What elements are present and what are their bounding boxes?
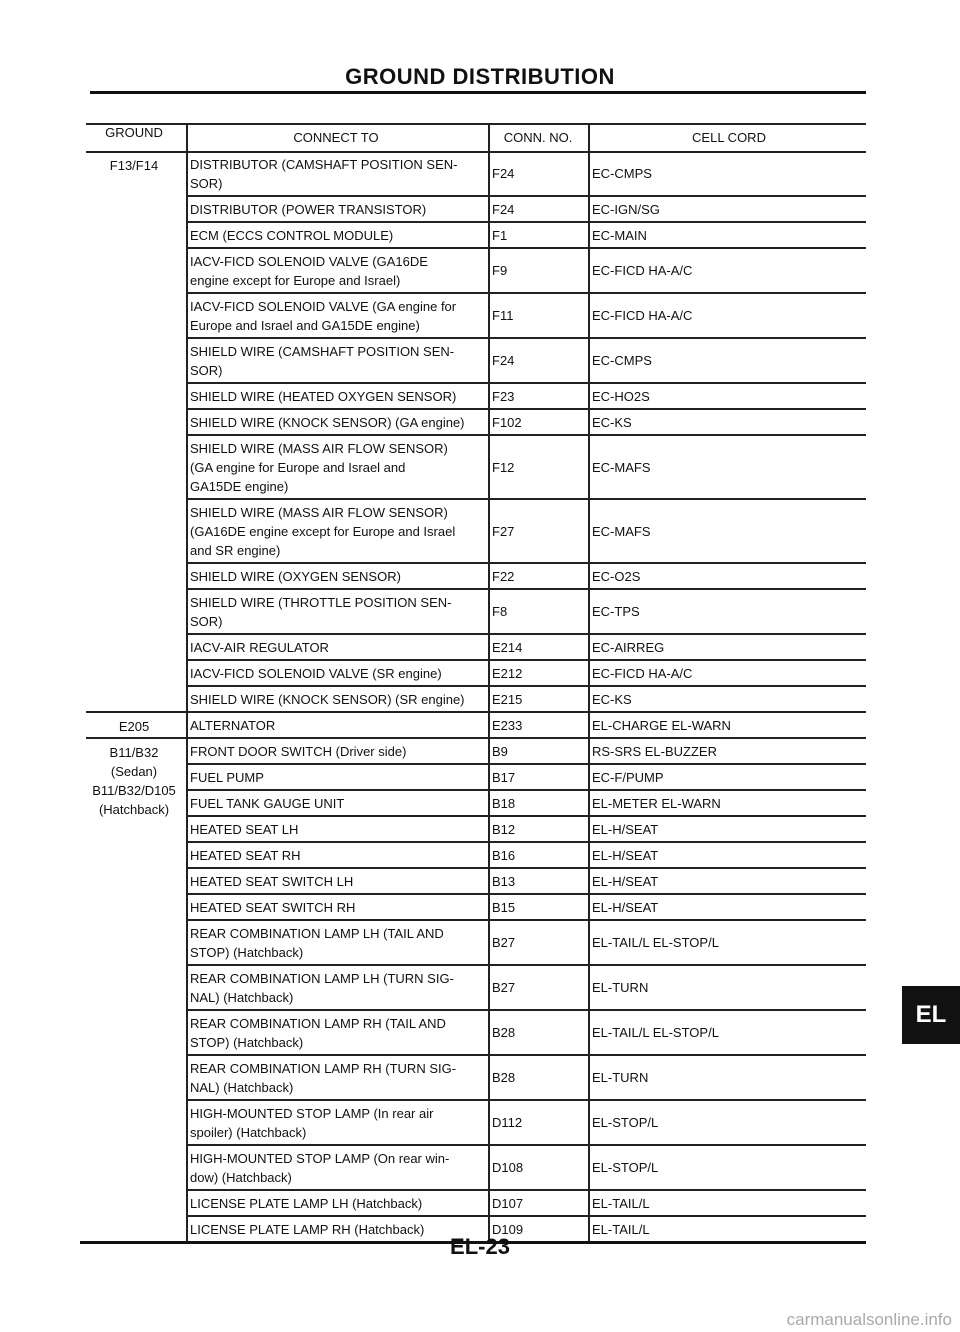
conn-no-cell: F1 bbox=[492, 227, 508, 243]
conn-no-cell: B12 bbox=[492, 821, 516, 837]
conn-no-cell: B27 bbox=[492, 980, 516, 995]
connect-to-cell: DISTRIBUTOR (CAMSHAFT POSITION SEN- SOR) bbox=[190, 156, 458, 191]
conn-no-cell: F11 bbox=[492, 308, 514, 323]
cell-code-cell: EC-TPS bbox=[592, 604, 640, 619]
table-row bbox=[86, 965, 866, 1010]
connect-to-cell: SHIELD WIRE (KNOCK SENSOR) (SR engine) bbox=[190, 691, 465, 707]
cell-code-cell: EL-TURN bbox=[592, 1070, 649, 1085]
connect-to-cell: LICENSE PLATE LAMP LH (Hatchback) bbox=[190, 1195, 423, 1211]
ground-cell: E205 bbox=[118, 719, 150, 734]
cell-code-cell: EC-AIRREG bbox=[592, 639, 665, 655]
conn-no-cell: B17 bbox=[492, 769, 516, 785]
conn-no-cell: D109 bbox=[492, 1221, 524, 1237]
table-row bbox=[86, 842, 866, 868]
table-row bbox=[86, 499, 866, 563]
table-row bbox=[86, 1055, 866, 1100]
cell-code-cell: EL-TAIL/L EL-STOP/L bbox=[592, 935, 719, 950]
cell-code-cell: EC-KS bbox=[592, 691, 632, 707]
table-row bbox=[86, 435, 866, 499]
table-row bbox=[86, 248, 866, 293]
connect-to-cell: ECM (ECCS CONTROL MODULE) bbox=[190, 227, 394, 243]
table-row bbox=[86, 293, 866, 338]
cell-code-cell: EC-MAFS bbox=[592, 459, 651, 475]
conn-no-cell: F24 bbox=[492, 201, 515, 217]
cell-code-cell: EL-H/SEAT bbox=[592, 873, 659, 889]
cell-code-cell: RS-SRS EL-BUZZER bbox=[592, 743, 717, 759]
cell-code-cell: EC-IGN/SG bbox=[592, 201, 660, 217]
cell-code-cell: EL-H/SEAT bbox=[592, 899, 659, 915]
header-cell: CELL CORD bbox=[692, 129, 766, 145]
table-row bbox=[86, 660, 866, 686]
conn-no-cell: F12 bbox=[492, 459, 515, 475]
table-row bbox=[86, 589, 866, 634]
table-row bbox=[86, 738, 866, 764]
cell-code-cell: EC-CMPS bbox=[592, 353, 652, 368]
connect-to-cell: HIGH-MOUNTED STOP LAMP (On rear win- dow) (Hatchback) bbox=[190, 1150, 450, 1185]
conn-no-cell: E215 bbox=[492, 691, 523, 707]
connect-to-cell: REAR COMBINATION LAMP LH (TAIL AND STOP) (Hatchback) bbox=[190, 925, 444, 960]
connect-to-cell: IACV-AIR REGULATOR bbox=[190, 639, 329, 655]
cell-code-cell: EL-METER EL-WARN bbox=[592, 795, 721, 811]
cell-code-cell: EL-CHARGE EL-WARN bbox=[592, 717, 731, 733]
connect-to-cell: FUEL TANK GAUGE UNIT bbox=[190, 795, 345, 811]
table-row bbox=[86, 686, 866, 712]
header-cell: CONN. NO. bbox=[503, 129, 573, 145]
connect-to-cell: DISTRIBUTOR (POWER TRANSISTOR) bbox=[190, 201, 427, 217]
connect-to-cell: HEATED SEAT SWITCH LH bbox=[190, 873, 354, 889]
table-row bbox=[86, 338, 866, 383]
header-cell: CONNECT TO bbox=[293, 129, 379, 145]
conn-no-cell: B27 bbox=[492, 935, 516, 950]
cell-code-cell: EL-H/SEAT bbox=[592, 821, 659, 837]
cell-code-cell: EC-MAFS bbox=[592, 523, 651, 539]
conn-no-cell: E212 bbox=[492, 665, 523, 681]
cell-code-cell: EC-FICD HA-A/C bbox=[592, 263, 693, 278]
table-row bbox=[86, 868, 866, 894]
cell-code-cell: EL-TURN bbox=[592, 980, 649, 995]
cell-code-cell: EL-STOP/L bbox=[592, 1115, 659, 1130]
connect-to-cell: IACV-FICD SOLENOID VALVE (GA engine for Europe and Israel and GA15DE engine) bbox=[190, 298, 457, 333]
connect-to-cell: HEATED SEAT SWITCH RH bbox=[190, 899, 356, 915]
ground-cell: F13/F14 bbox=[109, 158, 159, 173]
conn-no-cell: D108 bbox=[492, 1160, 524, 1175]
watermark: carmanualsonline.info bbox=[786, 1310, 952, 1329]
connect-to-cell: REAR COMBINATION LAMP RH (TAIL AND STOP) (Hatchback) bbox=[190, 1015, 446, 1050]
connect-to-cell: SHIELD WIRE (CAMSHAFT POSITION SEN- SOR) bbox=[190, 343, 455, 378]
title-rule bbox=[90, 91, 866, 94]
connect-to-cell: FUEL PUMP bbox=[190, 769, 264, 785]
conn-no-cell: F24 bbox=[492, 353, 515, 368]
cell-code-cell: EL-STOP/L bbox=[592, 1160, 659, 1175]
table-row bbox=[86, 712, 866, 738]
cell-code-cell: EC-KS bbox=[592, 414, 632, 430]
connect-to-cell: SHIELD WIRE (MASS AIR FLOW SENSOR) (GA16DE engine except for Europe and Israel and SR engine) bbox=[190, 504, 456, 558]
table-row bbox=[86, 1100, 866, 1145]
conn-no-cell: F23 bbox=[492, 388, 515, 404]
column-divider bbox=[186, 123, 188, 1242]
table-row bbox=[86, 634, 866, 660]
column-divider bbox=[588, 123, 590, 1242]
cell-code-cell: EL-TAIL/L bbox=[592, 1221, 650, 1237]
table-row bbox=[86, 409, 866, 435]
cell-code-cell: EC-CMPS bbox=[592, 166, 652, 181]
connect-to-cell: HIGH-MOUNTED STOP LAMP (In rear air spoiler) (Hatchback) bbox=[190, 1105, 434, 1140]
cell-code-cell: EC-F/PUMP bbox=[592, 769, 664, 785]
conn-no-cell: F102 bbox=[492, 414, 522, 430]
cell-code-cell: EC-FICD HA-A/C bbox=[592, 308, 693, 323]
connect-to-cell: SHIELD WIRE (KNOCK SENSOR) (GA engine) bbox=[190, 414, 465, 430]
cell-code-cell: EL-H/SEAT bbox=[592, 847, 659, 863]
conn-no-cell: E214 bbox=[492, 639, 523, 655]
connect-to-cell: SHIELD WIRE (THROTTLE POSITION SEN- SOR) bbox=[190, 594, 452, 629]
table-header bbox=[86, 123, 866, 151]
table-row bbox=[86, 790, 866, 816]
connect-to-cell: HEATED SEAT RH bbox=[190, 847, 301, 863]
cell-code-cell: EC-O2S bbox=[592, 568, 641, 584]
conn-no-cell: B9 bbox=[492, 743, 508, 759]
table-row bbox=[86, 222, 866, 248]
table-row bbox=[86, 196, 866, 222]
column-divider bbox=[488, 123, 490, 1242]
conn-no-cell: B16 bbox=[492, 847, 516, 863]
ground-distribution-table bbox=[86, 123, 866, 1242]
cell-code-cell: EC-FICD HA-A/C bbox=[592, 665, 693, 681]
conn-no-cell: F9 bbox=[492, 263, 508, 278]
table-row bbox=[86, 816, 866, 842]
connect-to-cell: IACV-FICD SOLENOID VALVE (GA16DE engine except for Europe and Israel) bbox=[190, 253, 428, 288]
connect-to-cell: REAR COMBINATION LAMP LH (TURN SIG- NAL) (Hatchback) bbox=[190, 970, 454, 1005]
conn-no-cell: E233 bbox=[492, 717, 523, 733]
conn-no-cell: B28 bbox=[492, 1070, 516, 1085]
connect-to-cell: REAR COMBINATION LAMP RH (TURN SIG- NAL) (Hatchback) bbox=[190, 1060, 457, 1095]
cell-code-cell: EL-TAIL/L EL-STOP/L bbox=[592, 1025, 719, 1040]
conn-no-cell: B28 bbox=[492, 1025, 516, 1040]
connect-to-cell: SHIELD WIRE (MASS AIR FLOW SENSOR) (GA engine for Europe and Israel and GA15DE engine) bbox=[190, 440, 448, 494]
table-row bbox=[86, 920, 866, 965]
conn-no-cell: D112 bbox=[492, 1115, 523, 1130]
table-row bbox=[86, 563, 866, 589]
cell-code-cell: EC-HO2S bbox=[592, 388, 650, 404]
table-row bbox=[86, 894, 866, 920]
ground-cell: B11/B32 (Sedan) B11/B32/D105 (Hatchback) bbox=[92, 745, 176, 817]
conn-no-cell: F24 bbox=[492, 166, 515, 181]
conn-no-cell: F22 bbox=[492, 568, 515, 584]
connect-to-cell: IACV-FICD SOLENOID VALVE (SR engine) bbox=[190, 665, 442, 681]
conn-no-cell: D107 bbox=[492, 1195, 524, 1211]
table-row bbox=[86, 1145, 866, 1190]
connect-to-cell: ALTERNATOR bbox=[190, 717, 276, 733]
header-cell: GROUND bbox=[105, 125, 163, 140]
connect-to-cell: FRONT DOOR SWITCH (Driver side) bbox=[190, 743, 407, 759]
cell-code-cell: EL-TAIL/L bbox=[592, 1195, 650, 1211]
connect-to-cell: LICENSE PLATE LAMP RH (Hatchback) bbox=[190, 1221, 425, 1237]
conn-no-cell: F27 bbox=[492, 523, 515, 539]
table-row bbox=[86, 1190, 866, 1216]
table-top-rule bbox=[86, 123, 866, 125]
section-tab[interactable]: EL bbox=[902, 986, 960, 1044]
conn-no-cell: F8 bbox=[492, 604, 508, 619]
connect-to-cell: SHIELD WIRE (HEATED OXYGEN SENSOR) bbox=[190, 388, 457, 404]
table-row bbox=[86, 383, 866, 409]
conn-no-cell: B18 bbox=[492, 795, 516, 811]
conn-no-cell: B15 bbox=[492, 899, 516, 915]
connect-to-cell: HEATED SEAT LH bbox=[190, 821, 299, 837]
page-title: GROUND DISTRIBUTION bbox=[345, 64, 615, 89]
table-row bbox=[86, 1010, 866, 1055]
connect-to-cell: SHIELD WIRE (OXYGEN SENSOR) bbox=[190, 568, 401, 584]
conn-no-cell: B13 bbox=[492, 873, 516, 889]
page-number: EL-23 bbox=[450, 1234, 510, 1259]
cell-code-cell: EC-MAIN bbox=[592, 227, 647, 243]
table-row bbox=[86, 151, 866, 196]
table-row bbox=[86, 764, 866, 790]
